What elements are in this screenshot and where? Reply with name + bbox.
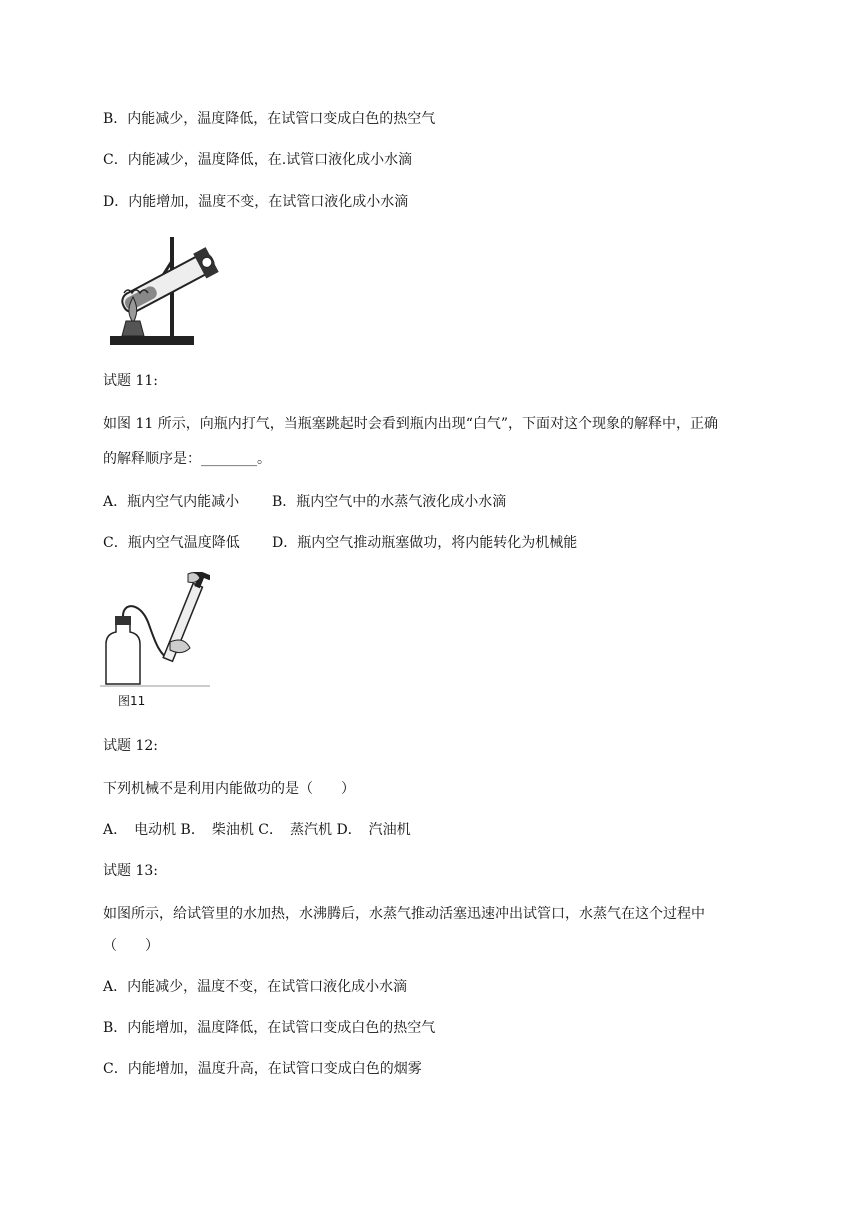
option-b-prev: B．内能减少，温度降低，在试管口变成白色的热空气: [103, 111, 436, 127]
q13-option-b: B．内能增加，温度降低，在试管口变成白色的热空气: [103, 1020, 436, 1036]
q13-option-a: A．内能减少，温度不变，在试管口液化成小水滴: [103, 979, 408, 995]
q13-title: 试题 13:: [103, 863, 158, 879]
q12-title: 试题 12:: [103, 738, 158, 754]
q13-option-c: C．内能增加，温度升高，在试管口变成白色的烟雾: [103, 1061, 422, 1077]
q12-options: A． 电动机 B． 柴油机 C． 蒸汽机 D． 汽油机: [103, 822, 411, 838]
figure-11-caption: 图11: [118, 694, 146, 708]
q11-stem-line2: 的解释顺序是：________。: [103, 451, 271, 467]
bottle-pump-figure: [100, 572, 210, 688]
test-tube-heating-figure: [108, 233, 228, 353]
q11-option-b: B．瓶内空气中的水蒸气液化成小水滴: [272, 494, 507, 510]
q11-option-d: D．瓶内空气推动瓶塞做功，将内能转化为机械能: [272, 535, 578, 551]
q11-stem-line1: 如图 11 所示，向瓶内打气，当瓶塞跳起时会看到瓶内出现“白气”，下面对这个现象的解释中，正确: [103, 416, 719, 432]
q13-stem-line1: 如图所示，给试管里的水加热，水沸腾后，水蒸气推动活塞迅速冲出试管口，水蒸气在这个过程中: [103, 906, 705, 922]
q11-title: 试题 11:: [103, 373, 158, 389]
option-d-prev: D．内能增加，温度不变，在试管口液化成小水滴: [103, 194, 409, 210]
q11-option-a: A．瓶内空气内能减小: [103, 494, 240, 510]
option-c-prev: C．内能减少，温度降低，在.试管口液化成小水滴: [103, 152, 413, 168]
q11-option-c: C．瓶内空气温度降低: [103, 535, 240, 551]
q12-stem: 下列机械不是利用内能做功的是（ ）: [103, 781, 355, 797]
q13-stem-line2: （ ）: [103, 938, 159, 954]
